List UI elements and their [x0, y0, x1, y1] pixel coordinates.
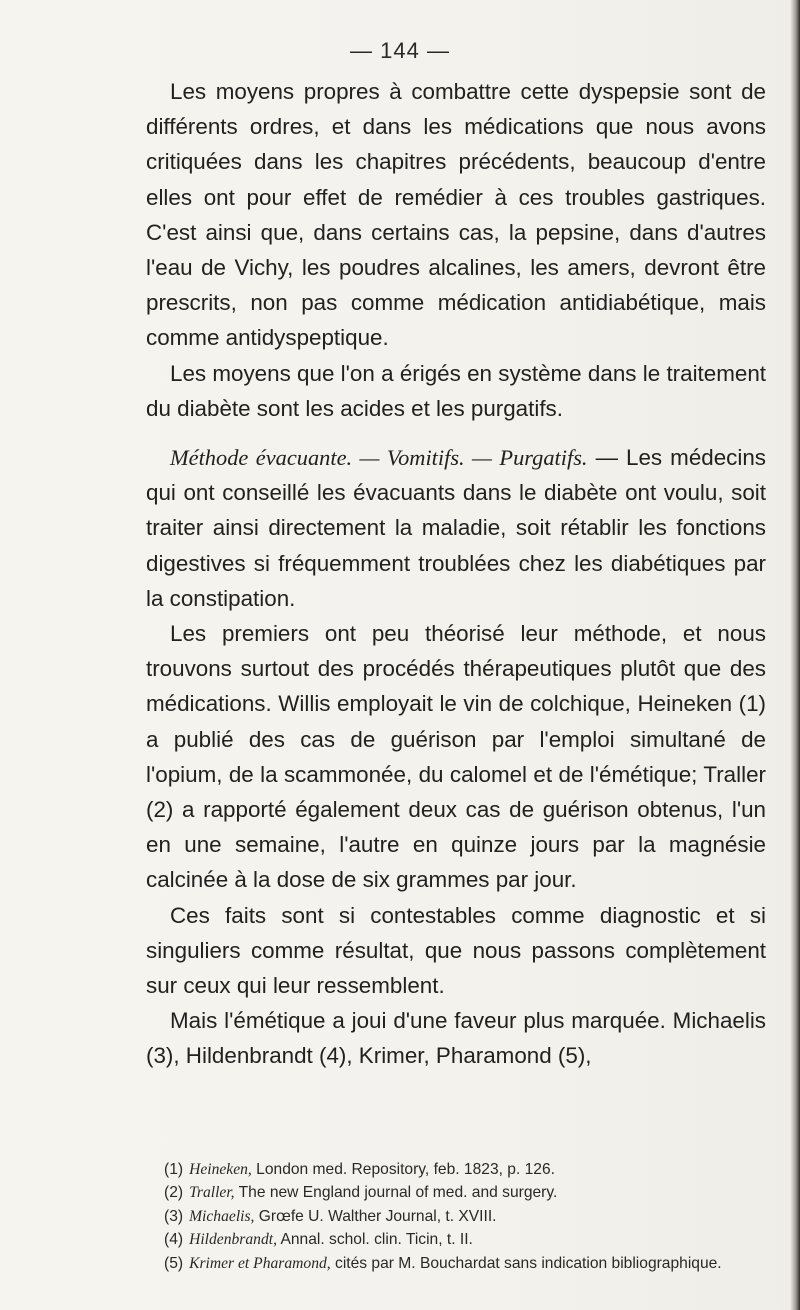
footnote-author: Heineken,	[189, 1161, 252, 1178]
footnote-number: (4)	[164, 1231, 184, 1249]
footnote-number: (2)	[164, 1184, 184, 1202]
paragraph-dyspepsie: Les moyens propres à combattre cette dyspepsie sont de différents ordres, et dans les médications que nous avons critiquées dans les chapitres précédents, beaucoup d'entre elles ont pour effet de remédier à ces troubles gastriques. C'est ainsi que, dans certains cas, la pepsine, dans d'autres l'eau de Vichy, les poudres alcalines, les amers, devront être prescrits, non pas comme médication antidiabétique, mais comme antidyspeptique.	[146, 79, 766, 351]
footnote-reference: Annal. schol. clin. Ticin, t. II.	[277, 1231, 473, 1249]
footnote-author: Hildenbrandt,	[189, 1231, 277, 1249]
footnote-author: Krimer et Pharamond,	[189, 1254, 331, 1272]
footnote-number: (3)	[164, 1207, 184, 1225]
section-heading: Méthode évacuante. — Vomitifs. — Purgatifs.	[170, 445, 588, 471]
paragraph-premiers: Les premiers ont peu théorisé leur méthode, et nous trouvons surtout des procédés thérapeutiques plutôt que des médications. Willis employait le vin de colchique, Heineken (1) a publié des cas de guérison par l'emploi simultané de l'opium, de la scammonée, du calomel et de l'émétique; Traller (2) a rapporté également deux cas de guérison obtenus, l'un en une semaine, l'autre en quinze jours par la magnésie calcinée à la dose de six grammes par jour.	[146, 621, 766, 893]
footnote-number: (5)	[164, 1254, 184, 1272]
footnote-reference: cités par M. Bouchardat sans indication bibliographique.	[330, 1254, 722, 1272]
footnote-3	[146, 1205, 766, 1228]
paragraph-faits: Ces faits sont si contestables comme diagnostic et si singuliers comme résultat, que nous passons complètement sur ceux qui leur ressemblent.	[146, 902, 766, 999]
body-text	[146, 74, 766, 1074]
footnote-author: Michaelis,	[189, 1207, 255, 1225]
footnote-author: Traller,	[189, 1184, 235, 1202]
footnote-2	[146, 1181, 766, 1204]
section-heading-text: — Les médecins qui ont conseillé les évacuants dans le diabète ont voulu, soit traiter ainsi directement la maladie, soit rétablir les fonctions digestives si fréquemment troublées chez les diabétiques par la constipation.	[146, 445, 767, 611]
footnote-5	[146, 1252, 766, 1275]
page-edge-shadow	[790, 0, 800, 1310]
page-number: — 144 —	[350, 38, 450, 63]
paragraph-acides-purgatifs: Les moyens que l'on a érigés en système dans le traitement du diabète sont les acides et les purgatifs.	[146, 360, 766, 421]
footnote-reference: Grœfe U. Walther Journal, t. XVIII.	[254, 1207, 497, 1225]
footnotes	[146, 1158, 766, 1275]
paragraph-methode-evacuante	[146, 440, 766, 616]
footnote-1	[146, 1158, 766, 1181]
footnote-reference: The new England journal of med. and surgery.	[234, 1184, 558, 1202]
footnote-number: (1)	[164, 1161, 184, 1178]
footnote-reference: London med. Repository, feb. 1823, p. 126.	[251, 1161, 555, 1178]
paragraph-emetique: Mais l'émétique a joui d'une faveur plus marquée. Michaelis (3), Hildenbrandt (4), Krimer, Pharamond (5),	[146, 1008, 766, 1069]
footnote-4	[146, 1228, 766, 1251]
